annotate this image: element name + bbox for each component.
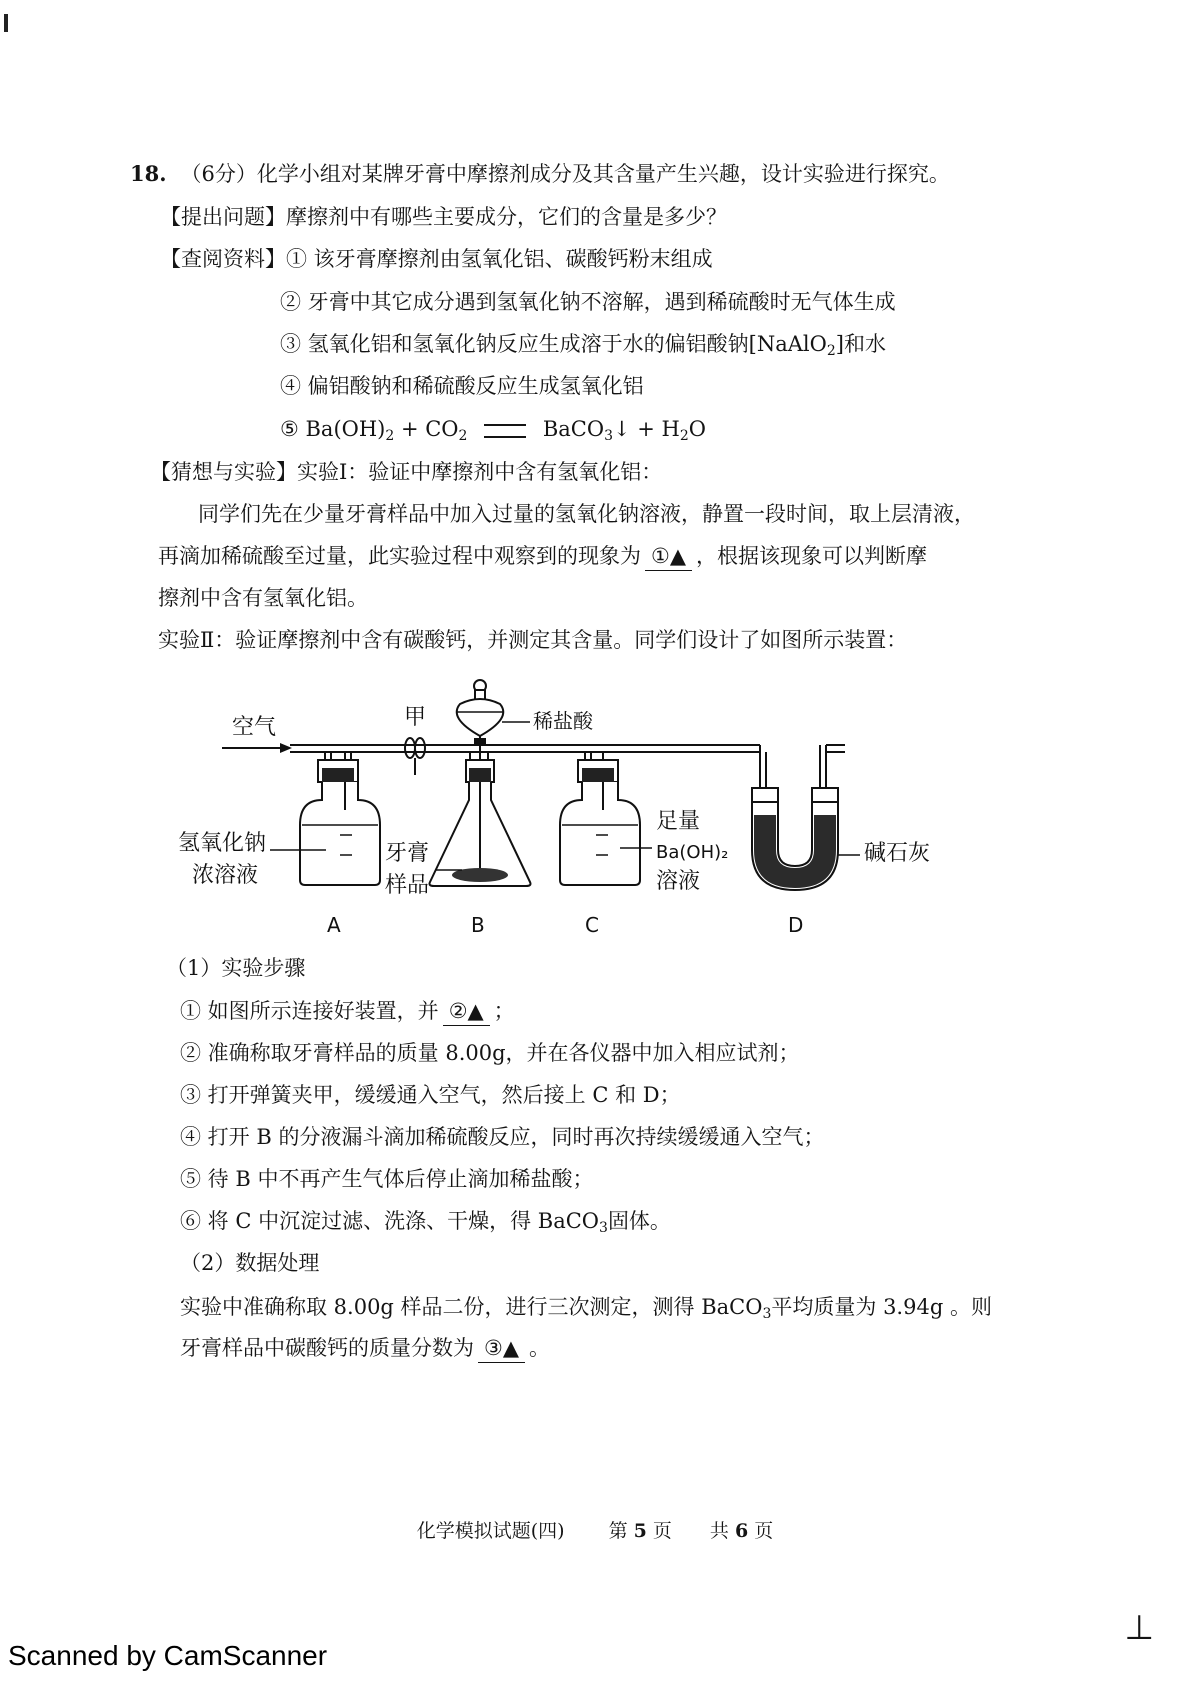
step-3: ③ 打开弹簧夹甲，缓缓通入空气，然后接上 C 和 D； [180, 1083, 681, 1107]
answer-blank-1[interactable]: ①▲ [645, 542, 692, 571]
data-title: （2）数据处理 [180, 1251, 320, 1275]
label-c: C [585, 913, 599, 937]
answer-blank-3[interactable]: ③▲ [478, 1334, 525, 1363]
page-footer [0, 1516, 1190, 1543]
baoh-label-3: 溶液 [656, 869, 701, 894]
eq-lead: ⑤ Ba(OH) [280, 417, 386, 441]
naoh-label-1: 氢氧化钠 [178, 831, 267, 856]
stem-text: （6分）化学小组对某牌牙膏中摩擦剂成分及其含量产生兴趣，设计实验进行探究。 [180, 162, 950, 186]
subscript: 3 [762, 1306, 772, 1322]
label-d: D [788, 913, 804, 937]
exp1-line-1: 同学们先在少量牙膏样品中加入过量的氢氧化钠溶液，静置一段时间，取上层清液， [198, 502, 975, 526]
naoh-label-2: 浓溶液 [192, 863, 259, 888]
clamp-icon-2 [415, 738, 425, 758]
paste-label-2: 样品 [385, 873, 430, 898]
eq-mid: + CO [394, 417, 459, 441]
footer-page-mid: 页 共 [652, 1520, 729, 1542]
data-line-2 [180, 1334, 550, 1363]
subscript: 3 [604, 428, 613, 444]
acid-label: 稀盐酸 [533, 709, 593, 733]
data-text-b: 平均质量为 3.94g 。则 [771, 1295, 992, 1319]
label-b: B [471, 913, 485, 937]
corner-mark: ⊥ [1124, 1608, 1154, 1648]
subscript: 3 [599, 1220, 608, 1236]
bottle-a [300, 760, 380, 885]
step-2: ② 准确称取牙膏样品的质量 8.00g，并在各仪器中加入相应试剂； [180, 1041, 800, 1065]
equals-sign [484, 424, 526, 438]
question-number: 18. [130, 161, 167, 186]
footer-title: 化学模拟试题(四) [416, 1520, 565, 1542]
baoh-label-2: Ba(OH)₂ [656, 842, 729, 863]
data-text-c: 牙膏样品中碳酸钙的质量分数为 [180, 1336, 474, 1360]
paste-label-1: 牙膏 [385, 841, 430, 866]
step-1-end: ； [493, 999, 515, 1023]
step-1 [180, 997, 515, 1026]
ref-item-3-a: ③ 氢氧化铝和氢氧化钠反应生成溶于水的偏铝酸钠[NaAlO [280, 332, 827, 356]
step-6-text: ⑥ 将 C 中沉淀过滤、洗涤、干燥，得 BaCO [180, 1209, 600, 1233]
clamp-label: 甲 [404, 705, 427, 730]
footer-page-suffix: 页 [754, 1520, 774, 1542]
ref-item-4: ④ 偏铝酸钠和稀硫酸反应生成氢氧化铝 [280, 374, 644, 398]
bottle-c [560, 760, 640, 885]
exp1-line-2 [158, 542, 927, 571]
step-1-text: ① 如图所示连接好装置，并 [180, 999, 439, 1023]
conical-flask-b [430, 760, 531, 886]
subscript: 2 [385, 428, 395, 444]
air-label: 空气 [232, 715, 277, 740]
question-stem [130, 160, 950, 188]
u-tube-d [752, 788, 838, 890]
exp1-line-3: 擦剂中含有氢氧化铝。 [158, 586, 368, 610]
ref-label: 【查阅资料】 [160, 247, 286, 271]
subscript: 2 [679, 428, 689, 444]
footer-page-prefix: 第 [608, 1520, 628, 1542]
label-a: A [327, 913, 341, 937]
eq-right: BaCO [542, 417, 605, 441]
lime-label: 碱石灰 [864, 841, 931, 866]
ref-item-3 [280, 330, 886, 365]
footer-page-total: 6 [734, 1520, 749, 1542]
scanner-watermark: Scanned by CamScanner [8, 1640, 328, 1671]
ref-item-3-b: ]和水 [835, 332, 886, 356]
clamp-icon [405, 738, 415, 758]
problem-line: 【提出问题】摩擦剂中有哪些主要成分，它们的含量是多少？ [160, 205, 727, 229]
exp1-text-b: ，根据该现象可以判断摩 [695, 544, 927, 568]
chemical-equation [280, 415, 706, 450]
ref-item-1: ① 该牙膏摩擦剂由氢氧化铝、碳酸钙粉末组成 [286, 247, 713, 271]
reference-line-1 [160, 245, 713, 273]
apparatus-diagram [0, 660, 1190, 950]
step-5: ⑤ 待 B 中不再产生气体后停止滴加稀盐酸； [180, 1167, 594, 1191]
subscript: 2 [458, 428, 468, 444]
guess-line: 【猜想与实验】实验Ⅰ：验证中摩擦剂中含有氢氧化铝： [150, 460, 663, 484]
subscript: 2 [826, 343, 836, 359]
data-line-1 [180, 1293, 992, 1328]
scan-mark [4, 14, 8, 32]
ref-item-2: ② 牙膏中其它成分遇到氢氧化钠不溶解，遇到稀硫酸时无气体生成 [280, 290, 896, 314]
step-4: ④ 打开 B 的分液漏斗滴加稀硫酸反应，同时再次持续缓缓通入空气； [180, 1125, 825, 1149]
step-6 [180, 1207, 671, 1242]
footer-page-number: 5 [633, 1520, 647, 1542]
steps-title: （1）实验步骤 [166, 956, 306, 980]
eq-end: O [688, 417, 706, 441]
eq-tail: ↓ + H [613, 417, 680, 441]
exp1-text-a: 再滴加稀硫酸至过量，此实验过程中观察到的现象为 [158, 544, 641, 568]
data-text-a: 实验中准确称取 8.00g 样品二份，进行三次测定，测得 BaCO [180, 1295, 763, 1319]
data-text-d: 。 [528, 1336, 550, 1360]
baoh-label-1: 足量 [656, 809, 701, 834]
step-6-end: 固体。 [607, 1209, 671, 1233]
answer-blank-2[interactable]: ②▲ [443, 997, 490, 1026]
exp2-line: 实验Ⅱ：验证摩擦剂中含有碳酸钙，并测定其含量。同学们设计了如图所示装置： [158, 628, 908, 652]
